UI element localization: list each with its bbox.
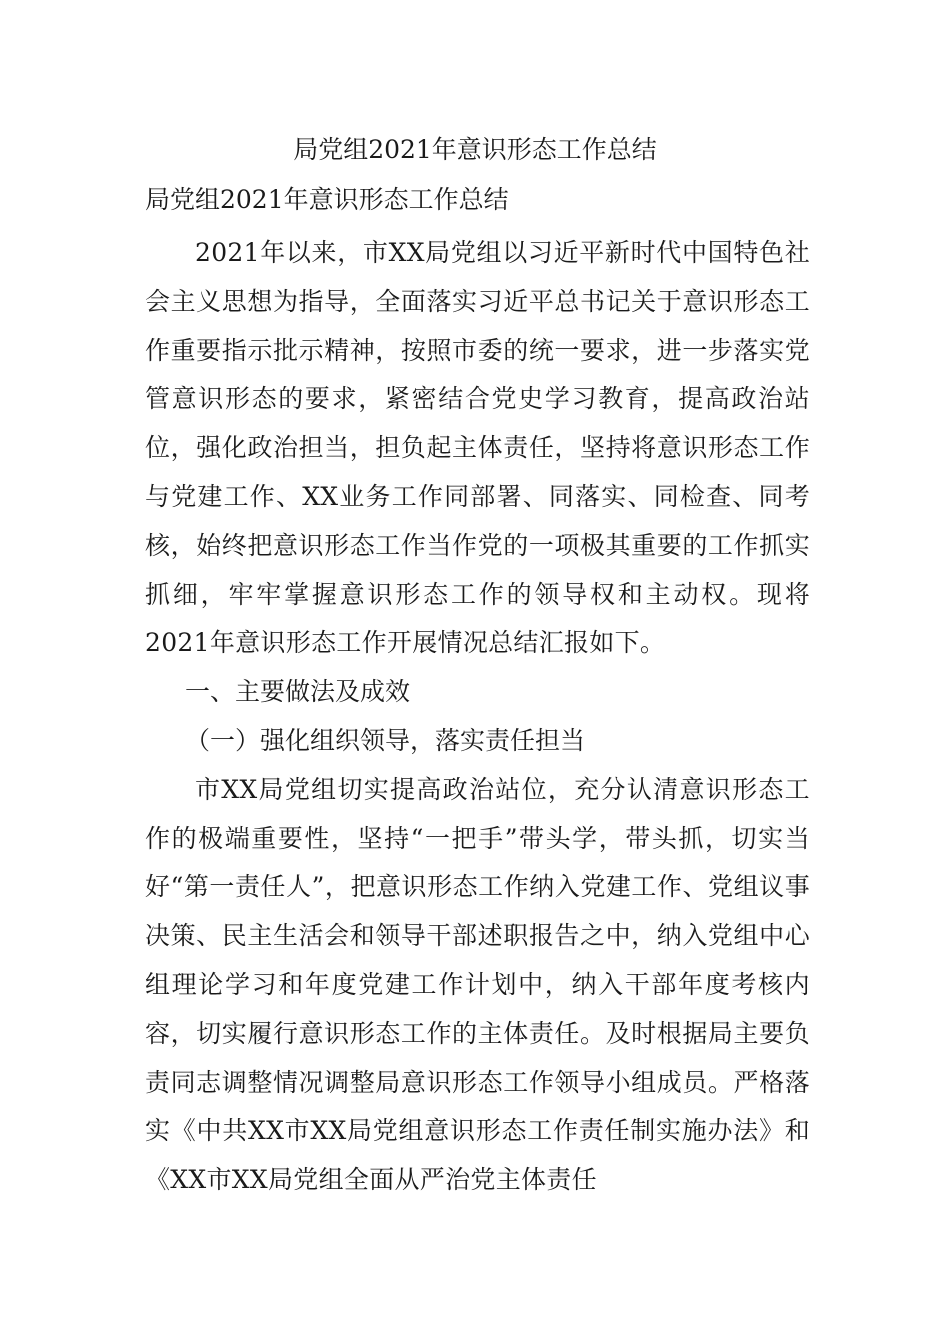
document-title: 局党组2021年意识形态工作总结 bbox=[293, 135, 657, 164]
document-body bbox=[145, 229, 810, 1205]
intro-paragraph: 2021年以来，市XX局党组以习近平新时代中国特色社会主义思想为指导，全面落实习近平总书记关于意识形态工作重要指示批示精神，按照市委的统一要求，进一步落实党管意识形态的要求，紧密结合党史学习教育，提高政治站位，强化政治担当，担负起主体责任，坚持将意识形态工作与党建工作、XX业务工作同部署、同落实、同检查、同考核，始终把意识形态工作当作党的一项极其重要的工作抓实抓细，牢牢掌握意识形态工作的领导权和主动权。现将2021年意识形态工作开展情况总结汇报如下。 bbox=[145, 238, 810, 658]
subsection-paragraph-1: 市XX局党组切实提高政治站位，充分认清意识形态工作的极端重要性，坚持“一把手”带头学，带头抓，切实当好“第一责任人”，把意识形态工作纳入党建工作、党组议事决策、民主生活会和领导干部述职报告之中，纳入党组中心组理论学习和年度党建工作计划中，纳入干部年度考核内容，切实履行意识形态工作的主体责任。及时根据局主要负责同志调整情况调整局意识形态工作领导小组成员。严格落实《中共XX市XX局党组意识形态工作责任制实施办法》和《XX市XX局党组全面从严治党主体责任 bbox=[145, 774, 810, 1195]
subsection-heading-1: （一）强化组织领导，落实责任担当 bbox=[185, 725, 586, 755]
document-subtitle: 局党组2021年意识形态工作总结 bbox=[145, 185, 509, 214]
section-heading-1: 一、主要做法及成效 bbox=[185, 677, 411, 707]
